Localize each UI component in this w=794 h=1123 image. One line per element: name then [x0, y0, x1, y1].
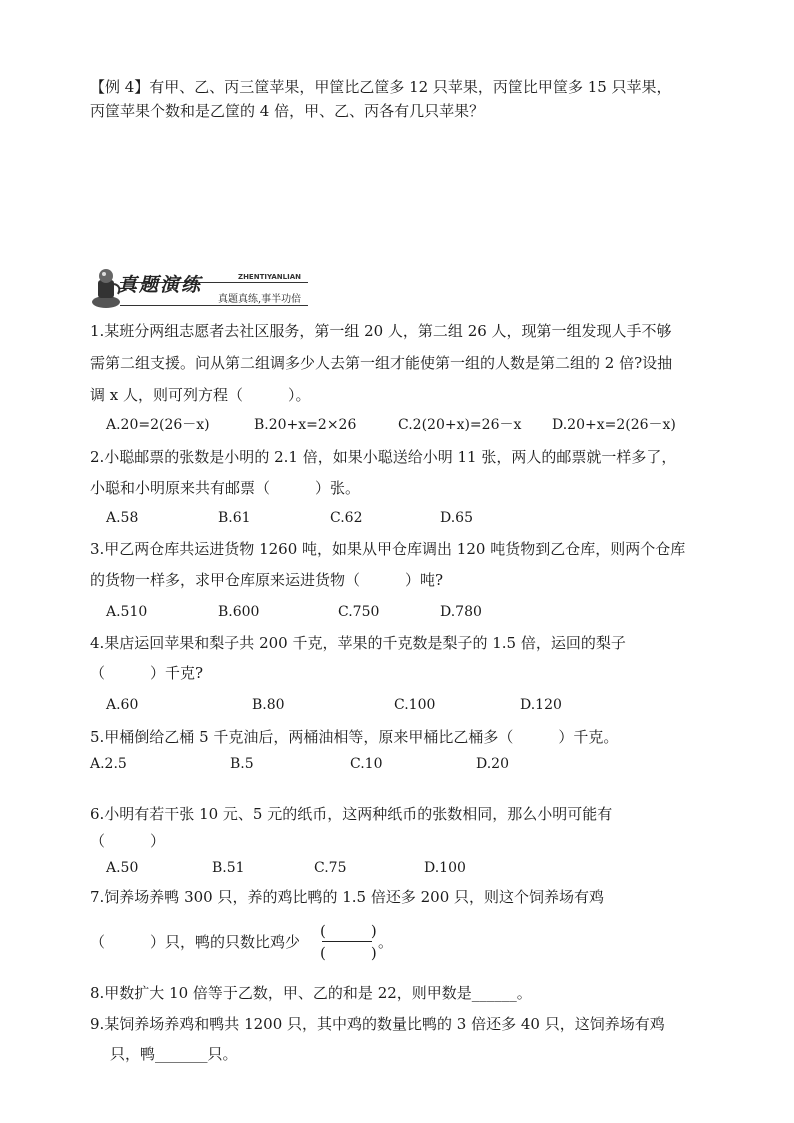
q5-line-1: 5.甲桶倒给乙桶 5 千克油后，两桶油相等，原来甲桶比乙桶多（ ）千克。	[90, 728, 619, 746]
banner-title: 真题演练	[118, 274, 203, 296]
q2-line-1: 2.小聪邮票的张数是小明的 2.1 倍，如果小聪送给小明 11 张，两人的邮票就一样多了，	[90, 448, 677, 466]
q6-option-b[interactable]: B.51	[212, 860, 245, 876]
q2-option-a[interactable]: A.58	[106, 510, 139, 526]
q6-options	[106, 858, 726, 878]
banner-pinyin: ZHENTIYANLIAN	[238, 273, 301, 281]
q7-line-2: （ ）只，鸭的只数比鸡少	[90, 933, 301, 951]
q3-option-b[interactable]: B.600	[218, 604, 260, 620]
q1-line-1: 1.某班分两组志愿者去社区服务，第一组 20 人，第二组 26 人，现第一组发现人手不够	[90, 322, 672, 340]
q6-option-c[interactable]: C.75	[314, 860, 347, 876]
q2-line-2: 小聪和小明原来共有邮票（ ）张。	[90, 479, 361, 497]
example-line-1: 【例 4】有甲、乙、丙三筐苹果，甲筐比乙筐多 12 只苹果，丙筐比甲筐多 15 只苹果，	[90, 78, 672, 96]
q4-options	[106, 695, 726, 715]
q1-option-d[interactable]: D.20+x=2(26－x)	[552, 417, 676, 433]
q1-line-3: 调 x 人，则可列方程（ ）。	[90, 386, 311, 404]
q3-option-d[interactable]: D.780	[440, 604, 482, 620]
q1-options	[106, 415, 726, 435]
banner-motto: 真题真练,事半功倍	[218, 294, 302, 305]
q1-option-a[interactable]: A.20=2(26－x)	[106, 417, 210, 433]
q5-option-b[interactable]: B.5	[230, 756, 254, 772]
q4-line-1: 4.果店运回苹果和梨子共 200 千克，苹果的千克数是梨子的 1.5 倍，运回的梨子	[90, 634, 626, 652]
q1-option-c[interactable]: C.2(20+x)=26－x	[398, 417, 522, 433]
q7-blank-fraction[interactable]	[320, 920, 377, 964]
q3-line-2: 的货物一样多，求甲仓库原来运进货物（ ）吨?	[90, 571, 444, 589]
q5-options	[90, 754, 710, 774]
q2-options	[106, 508, 726, 528]
q5-option-c[interactable]: C.10	[350, 756, 383, 772]
q7-fraction-denominator: ( )	[320, 944, 377, 962]
q4-option-c[interactable]: C.100	[394, 697, 436, 713]
q4-option-b[interactable]: B.80	[252, 697, 285, 713]
q3-line-1: 3.甲乙两仓库共运进货物 1260 吨，如果从甲仓库调出 120 吨货物到乙仓库，则两个仓库	[90, 540, 686, 558]
example-line-2: 丙筐苹果个数和是乙筐的 4 倍，甲、乙、丙各有几只苹果？	[90, 102, 485, 120]
q6-line-1: 6.小明有若干张 10 元、5 元的纸币，这两种纸币的张数相同，那么小明可能有	[90, 805, 613, 823]
q1-option-b[interactable]: B.20+x=2×26	[254, 417, 357, 433]
q7-end-mark: 。	[378, 933, 394, 951]
q2-option-d[interactable]: D.65	[440, 510, 473, 526]
q6-option-d[interactable]: D.100	[424, 860, 466, 876]
q7-line-1: 7.饲养场养鸭 300 只，养的鸡比鸭的 1.5 倍还多 200 只，则这个饲养场有鸡	[90, 888, 605, 906]
q9-line-2: 只，鸭_______只。	[110, 1045, 238, 1063]
q3-option-a[interactable]: A.510	[106, 604, 148, 620]
q3-option-c[interactable]: C.750	[338, 604, 380, 620]
q7-fraction-numerator: ( )	[320, 922, 377, 940]
q2-option-b[interactable]: B.61	[218, 510, 251, 526]
q1-line-2: 需第二组支援。问从第二组调多少人去第一组才能使第一组的人数是第二组的 2 倍?设抽	[90, 354, 673, 372]
q6-option-a[interactable]: A.50	[106, 860, 139, 876]
q5-option-a[interactable]: A.2.5	[90, 756, 127, 772]
q5-option-d[interactable]: D.20	[476, 756, 509, 772]
q4-line-2: （ ）千克?	[90, 664, 204, 682]
q4-option-a[interactable]: A.60	[106, 697, 139, 713]
q4-option-d[interactable]: D.120	[520, 697, 562, 713]
q6-line-2: （ ）	[90, 832, 166, 850]
q2-option-c[interactable]: C.62	[330, 510, 363, 526]
section-banner	[90, 266, 308, 310]
q9-line-1: 9.某饲养场养鸡和鸭共 1200 只，其中鸡的数量比鸭的 3 倍还多 40 只，这饲养场有鸡	[90, 1015, 665, 1033]
q3-options	[106, 602, 726, 622]
q8-line-1: 8.甲数扩大 10 倍等于乙数，甲、乙的和是 22，则甲数是______。	[90, 984, 532, 1002]
